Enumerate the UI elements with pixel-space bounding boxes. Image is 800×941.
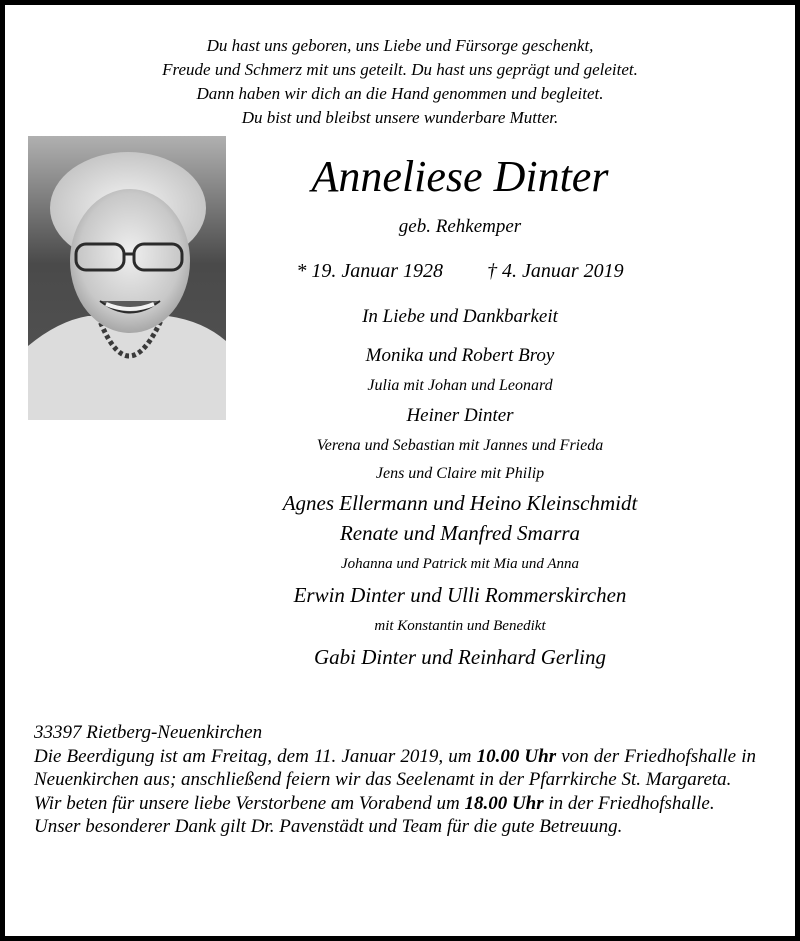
poem <box>0 34 800 130</box>
mourner-line: Gabi Dinter und Reinhard Gerling <box>313 645 607 669</box>
funeral-details <box>34 721 756 839</box>
prayer-info: Wir beten für unsere liebe Verstorbene am Vorabend um 18.00 Uhr in der Friedhofshalle. <box>34 792 715 814</box>
prayer-time: 18.00 Uhr <box>464 792 544 814</box>
mourner-line: Jens und Claire mit Philip <box>375 465 545 482</box>
life-dates <box>230 257 690 285</box>
mourner-line: Heiner Dinter <box>406 405 514 426</box>
poem-line: Dann haben wir dich an die Hand genommen und begleitet. <box>196 84 604 103</box>
mourners-list <box>160 340 760 672</box>
dedication: In Liebe und Dankbarkeit <box>362 306 558 327</box>
poem-line: Freude und Schmerz mit uns geteilt. Du hast uns geprägt und geleitet. <box>162 60 638 79</box>
mourner-line: Renate und Manfred Smarra <box>339 521 581 545</box>
birth-name: geb. Rehkemper <box>398 216 522 237</box>
deceased-name: Anneliese Dinter <box>311 152 609 201</box>
location: 33397 Rietberg-Neuenkirchen <box>34 722 263 743</box>
mourner-line: Johanna und Patrick mit Mia und Anna <box>340 556 580 572</box>
poem-line: Du bist und bleibst unsere wunderbare Mutter. <box>241 108 559 127</box>
mourner-line: Verena und Sebastian mit Jannes und Frieda <box>316 437 604 454</box>
mourner-line: mit Konstantin und Benedikt <box>374 618 546 634</box>
mourner-line: Agnes Ellermann und Heino Kleinschmidt <box>282 491 638 515</box>
funeral-info: Die Beerdigung ist am Freitag, dem 11. Januar 2019, um 10.00 Uhr von der Friedhofshalle in Neuenkirchen aus; anschließend feiern wir das Seelenamt in der Pfarrkirche St. Margareta. <box>34 745 757 790</box>
death-date: † 4. Januar 2019 <box>487 260 624 282</box>
funeral-time: 10.00 Uhr <box>476 745 557 767</box>
mourner-line: Monika und Robert Broy <box>365 345 555 366</box>
thanks: Unser besonderer Dank gilt Dr. Pavenstädt und Team für die gute Betreuung. <box>34 816 623 837</box>
mourner-line: Julia mit Johan und Leonard <box>367 377 553 394</box>
poem-line: Du hast uns geboren, uns Liebe und Fürsorge geschenkt, <box>206 36 594 55</box>
birth-date: * 19. Januar 1928 <box>296 260 443 282</box>
mourner-line: Erwin Dinter und Ulli Rommerskirchen <box>293 583 627 607</box>
